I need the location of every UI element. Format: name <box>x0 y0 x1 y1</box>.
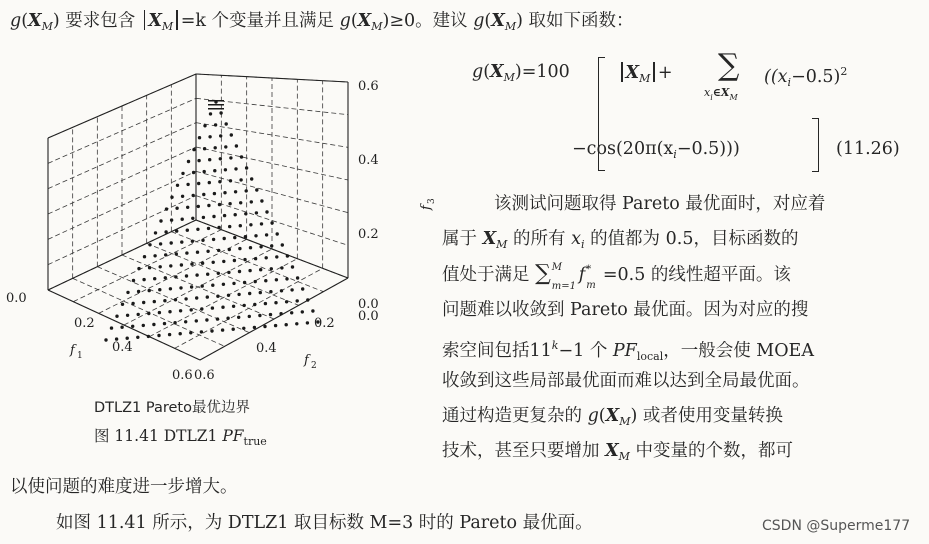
pareto-point <box>197 159 200 162</box>
pareto-point <box>137 290 140 293</box>
pareto-point <box>181 172 184 175</box>
f2-tick-label: 0.2 <box>314 316 335 331</box>
pareto-point <box>259 245 262 248</box>
f1-tick-label: 0.0 <box>6 291 27 306</box>
figure-caption: 图 11.41 DTLZ1 $PF_{true}$ <box>94 427 267 448</box>
pareto-point <box>228 248 231 251</box>
pareto-point <box>224 168 227 171</box>
pareto-point <box>168 333 171 336</box>
pareto-point <box>286 254 289 257</box>
pareto-point <box>181 195 184 198</box>
pareto-point <box>224 145 227 148</box>
pareto-point <box>192 171 195 174</box>
pareto-point <box>217 249 220 252</box>
pareto-point <box>255 211 258 214</box>
pareto-point <box>142 301 145 304</box>
pareto-point <box>198 136 201 139</box>
pareto-point <box>186 183 189 186</box>
pareto-point <box>296 276 299 279</box>
pareto-point <box>249 246 252 249</box>
pareto-point <box>223 191 226 194</box>
pareto-point <box>158 311 161 314</box>
paragraph-line-6: 收敛到这些局部最优面而难以达到全局最优面。 <box>442 371 810 391</box>
pareto-point <box>239 201 242 204</box>
intro-line: $g(X_M)$ 要求包含 $X_M =k$ 个变量并且满足 $g(X_M)\ge 0$。建议 $g(X_M)$ 取如下函数： <box>10 11 634 33</box>
pareto-point <box>208 108 224 110</box>
pareto-point <box>163 322 166 325</box>
pareto-point <box>301 310 304 313</box>
pareto-point <box>159 265 162 268</box>
pareto-point <box>223 237 226 240</box>
pareto-point <box>263 325 266 328</box>
pareto-point <box>152 323 155 326</box>
f1-tick-label: 0.2 <box>74 316 95 331</box>
pareto-point <box>142 324 145 327</box>
pareto-point <box>184 297 187 300</box>
pareto-point <box>227 294 230 297</box>
pareto-point <box>229 179 232 182</box>
pareto-point <box>176 184 179 187</box>
pareto-point <box>275 278 278 281</box>
pareto-point <box>296 299 299 302</box>
pareto-point <box>159 219 162 222</box>
paragraph-line-7: 通过构造更复杂的 $g(X_M)$ 或者使用变量转换 <box>442 406 783 428</box>
pareto-points <box>104 100 319 342</box>
pareto-point <box>208 100 224 102</box>
pareto-point <box>245 189 248 192</box>
pareto-point <box>230 133 233 136</box>
pareto-point <box>223 214 226 217</box>
pareto-point <box>210 329 213 332</box>
pareto-point <box>115 315 118 318</box>
pareto-point <box>228 225 231 228</box>
sum-subscript: $x_i\in X_M$ <box>704 86 738 102</box>
pareto-point <box>147 335 150 338</box>
pareto-point <box>203 124 206 127</box>
pareto-point <box>132 279 135 282</box>
pareto-point <box>212 261 215 264</box>
pareto-point <box>173 321 176 324</box>
pareto-point <box>232 282 235 285</box>
sum-symbol: ∑ <box>718 48 740 83</box>
pareto-point <box>148 266 151 269</box>
pareto-point <box>212 238 215 241</box>
pareto-point <box>290 311 293 314</box>
paragraph-2: 如图 11.41 所示，为 DTLZ1 取目标数 M=3 时的 Pareto 最优面。 <box>56 513 593 533</box>
pareto-point <box>208 135 211 138</box>
pareto-point <box>169 287 172 290</box>
f3-tick-label: 0.0 <box>358 297 379 312</box>
pareto-point <box>217 272 220 275</box>
pareto-point <box>169 264 172 267</box>
pareto-point <box>237 293 240 296</box>
pareto-point <box>216 295 219 298</box>
pareto-point <box>195 273 198 276</box>
pareto-point <box>211 284 214 287</box>
pareto-point <box>186 206 189 209</box>
pareto-point <box>285 323 288 326</box>
pareto-point <box>159 242 162 245</box>
grid-line <box>99 239 247 313</box>
pareto-point <box>222 283 225 286</box>
pareto-point <box>208 181 211 184</box>
pareto-point <box>221 306 224 309</box>
pareto-point <box>207 204 210 207</box>
pareto-point <box>174 298 177 301</box>
pareto-point <box>218 203 221 206</box>
pareto-point <box>274 324 277 327</box>
pareto-point <box>126 314 129 317</box>
pareto-point <box>274 301 277 304</box>
pareto-point <box>179 309 182 312</box>
pareto-point <box>291 265 294 268</box>
pareto-point <box>121 303 124 306</box>
pareto-point <box>254 280 257 283</box>
pareto-point <box>311 309 314 312</box>
pareto-point <box>219 157 222 160</box>
pareto-point <box>153 300 156 303</box>
pareto-point <box>189 331 192 334</box>
pareto-point <box>157 334 160 337</box>
pareto-point <box>285 277 288 280</box>
f3-axis-label: f <box>419 205 434 210</box>
paragraph-line-4: 问题难以收敛到 Pareto 最优面。因为对应的搜 <box>442 300 809 320</box>
pareto-point <box>168 310 171 313</box>
pareto-point <box>269 313 272 316</box>
pareto-point <box>270 244 273 247</box>
pareto-point <box>202 216 205 219</box>
pareto-point <box>232 305 235 308</box>
pareto-point <box>264 279 267 282</box>
pareto-point <box>180 240 183 243</box>
pareto-point <box>197 205 200 208</box>
pareto-point <box>137 267 140 270</box>
equation-number: (11.26) <box>836 139 900 159</box>
pareto-point <box>226 317 229 320</box>
pareto-point <box>148 243 151 246</box>
f3-axis-sub: 3 <box>427 198 437 204</box>
pareto-point <box>209 112 212 115</box>
pareto-point <box>212 215 215 218</box>
pareto-point <box>260 199 263 202</box>
paragraph-line-2: 属于 $X_M$ 的所有 $x_i$ 的值都为 0.5，目标函数的 <box>442 229 799 251</box>
pareto-point <box>253 303 256 306</box>
pareto-point <box>248 292 251 295</box>
pareto-point <box>195 319 198 322</box>
pareto-point <box>196 251 199 254</box>
paragraph-line-8: 技术，甚至只要增加 $X_M$ 中变量的个数，都可 <box>442 441 793 463</box>
paragraph-line-3: 值处于满足 ∑ M m=1 f * m =0.5 的线性超平面。该 <box>442 261 791 292</box>
pareto-point <box>245 166 248 169</box>
pareto-point <box>219 134 222 137</box>
f3-tick-label: 0.4 <box>358 153 379 168</box>
f2-axis-label: f <box>304 353 309 368</box>
pareto-3d-plot <box>6 62 438 392</box>
pareto-point <box>265 233 268 236</box>
pareto-point <box>264 302 267 305</box>
f2-axis-sub: 2 <box>311 361 317 371</box>
pareto-point <box>285 300 288 303</box>
pareto-point <box>206 273 209 276</box>
pareto-point <box>184 320 187 323</box>
pareto-point <box>175 207 178 210</box>
pareto-point <box>170 196 173 199</box>
pareto-point <box>243 258 246 261</box>
pareto-point <box>234 190 237 193</box>
pareto-point <box>214 123 217 126</box>
figure-title: DTLZ1 Pareto最优边界 <box>94 400 250 416</box>
pareto-point <box>234 213 237 216</box>
paragraph-line-9: 以使问题的难度进一步增大。 <box>10 477 238 497</box>
pareto-point <box>202 193 205 196</box>
pareto-point <box>191 240 194 243</box>
pareto-point <box>260 222 263 225</box>
pareto-point <box>250 200 253 203</box>
pareto-point <box>179 332 182 335</box>
pareto-point <box>175 252 178 255</box>
pareto-point <box>180 263 183 266</box>
pareto-point <box>154 231 157 234</box>
f1-tick-label: 0.6 <box>172 368 193 383</box>
pareto-point <box>206 250 209 253</box>
pareto-point <box>142 278 145 281</box>
pareto-point <box>221 328 224 331</box>
pareto-point <box>165 207 168 210</box>
pareto-point <box>235 144 238 147</box>
pareto-point <box>126 291 129 294</box>
pareto-point <box>110 326 113 329</box>
paragraph-line-5: 索空间包括$11^k-1$ 个 $PF_{local}$，一般会使 MOEA <box>442 339 814 363</box>
pareto-point <box>190 262 193 265</box>
pareto-point <box>201 262 204 265</box>
pareto-point <box>253 326 256 329</box>
pareto-point <box>185 251 188 254</box>
watermark: CSDN @Superme177 <box>762 518 911 534</box>
pareto-point <box>279 312 282 315</box>
pareto-point <box>240 155 243 158</box>
pareto-point <box>200 307 203 310</box>
pareto-point <box>190 308 193 311</box>
pareto-point <box>185 274 188 277</box>
pareto-point <box>174 275 177 278</box>
pareto-point <box>131 325 134 328</box>
pareto-point <box>170 218 173 221</box>
pareto-point <box>254 234 257 237</box>
pareto-point <box>254 257 257 260</box>
pareto-point <box>201 239 204 242</box>
f2-tick-label: 0.4 <box>256 341 277 356</box>
paragraph-line-1: 该测试问题取得 Pareto 最优面时，对应着 <box>494 194 826 214</box>
pareto-point <box>179 286 182 289</box>
pareto-point <box>306 321 309 324</box>
pareto-point <box>216 317 219 320</box>
pareto-point <box>217 226 220 229</box>
grid-line <box>171 232 323 292</box>
pareto-point <box>265 210 268 213</box>
pareto-point <box>249 223 252 226</box>
pareto-point <box>163 299 166 302</box>
pareto-point <box>295 322 298 325</box>
pareto-point <box>187 160 190 163</box>
pareto-point <box>244 235 247 238</box>
pareto-point <box>214 146 217 149</box>
pareto-point <box>233 236 236 239</box>
pareto-point <box>227 271 230 274</box>
pareto-point <box>175 229 178 232</box>
pareto-point <box>192 148 195 151</box>
pareto-point <box>195 296 198 299</box>
pareto-point <box>306 298 309 301</box>
pareto-point <box>147 312 150 315</box>
pareto-point <box>196 228 199 231</box>
pareto-point <box>158 288 161 291</box>
pareto-point <box>143 255 146 258</box>
pareto-point <box>265 256 268 259</box>
pareto-point <box>259 291 262 294</box>
pareto-point <box>276 232 279 235</box>
pareto-point <box>243 304 246 307</box>
pareto-point <box>242 327 245 330</box>
f2-tick-label: 0.0 <box>358 309 379 324</box>
pareto-point <box>270 221 273 224</box>
right-bracket <box>812 118 819 172</box>
pareto-point <box>186 229 189 232</box>
pareto-point <box>270 267 273 270</box>
pareto-point <box>206 295 209 298</box>
pareto-point <box>290 288 293 291</box>
f2-tick-label: 0.6 <box>194 368 215 383</box>
pareto-point <box>120 326 123 329</box>
pareto-point <box>259 268 262 271</box>
equation-line-1: $g(X_M)=100$ <box>472 62 570 84</box>
pareto-point <box>213 192 216 195</box>
pareto-point <box>191 217 194 220</box>
pareto-point <box>137 313 140 316</box>
equation-line-2: $-\cos(20\pi(x_i-0.5))$) <box>572 139 740 161</box>
pareto-point <box>248 269 251 272</box>
pareto-point <box>281 243 284 246</box>
f3-tick-label: 0.6 <box>358 79 379 94</box>
pareto-point <box>232 328 235 331</box>
pareto-point <box>203 170 206 173</box>
grid-line <box>147 243 299 305</box>
pareto-point <box>250 177 253 180</box>
f1-axis-sub: 1 <box>77 351 83 361</box>
frame-edge <box>48 74 196 138</box>
equation-term-1: ($(x_i-0.5)^2$ <box>764 65 848 89</box>
pareto-point <box>153 277 156 280</box>
pareto-point <box>234 167 237 170</box>
pareto-point <box>203 147 206 150</box>
pareto-point <box>219 111 222 114</box>
pareto-point <box>213 169 216 172</box>
pareto-point <box>200 330 203 333</box>
pareto-point <box>275 255 278 258</box>
grid-line <box>175 268 323 348</box>
pareto-point <box>181 218 184 221</box>
pareto-point <box>248 315 251 318</box>
pareto-point <box>170 241 173 244</box>
pareto-point <box>255 188 258 191</box>
pareto-point <box>301 287 304 290</box>
pareto-point <box>225 122 228 125</box>
pareto-point <box>258 314 261 317</box>
f3-tick-label: 0.2 <box>358 227 379 242</box>
pareto-point <box>208 158 211 161</box>
pareto-point <box>244 212 247 215</box>
pareto-point <box>233 259 236 262</box>
pareto-point <box>131 302 134 305</box>
pareto-point <box>269 290 272 293</box>
pareto-point <box>207 227 210 230</box>
pareto-point <box>148 289 151 292</box>
pareto-point <box>280 289 283 292</box>
pareto-point <box>229 156 232 159</box>
pareto-point <box>280 266 283 269</box>
pareto-point <box>239 178 242 181</box>
pareto-point <box>104 338 107 341</box>
pareto-point <box>238 247 241 250</box>
pareto-point <box>197 182 200 185</box>
pareto-point <box>205 318 208 321</box>
pareto-point <box>153 254 156 257</box>
pareto-point <box>201 284 204 287</box>
pareto-point <box>239 224 242 227</box>
pareto-point <box>164 230 167 233</box>
pareto-point <box>228 202 231 205</box>
pareto-point <box>237 316 240 319</box>
f1-axis-label: f <box>70 343 75 358</box>
pareto-point <box>164 276 167 279</box>
pareto-point <box>164 253 167 256</box>
pareto-point <box>243 281 246 284</box>
f1-tick-label: 0.4 <box>112 340 133 355</box>
pareto-point <box>222 260 225 263</box>
pareto-point <box>190 285 193 288</box>
pareto-point <box>136 336 139 339</box>
pareto-point <box>211 306 214 309</box>
equation-sum-part: $X_M$ + <box>618 62 673 89</box>
pareto-point <box>238 270 241 273</box>
pareto-point <box>208 104 224 106</box>
pareto-point <box>192 194 195 197</box>
pareto-point <box>218 180 221 183</box>
